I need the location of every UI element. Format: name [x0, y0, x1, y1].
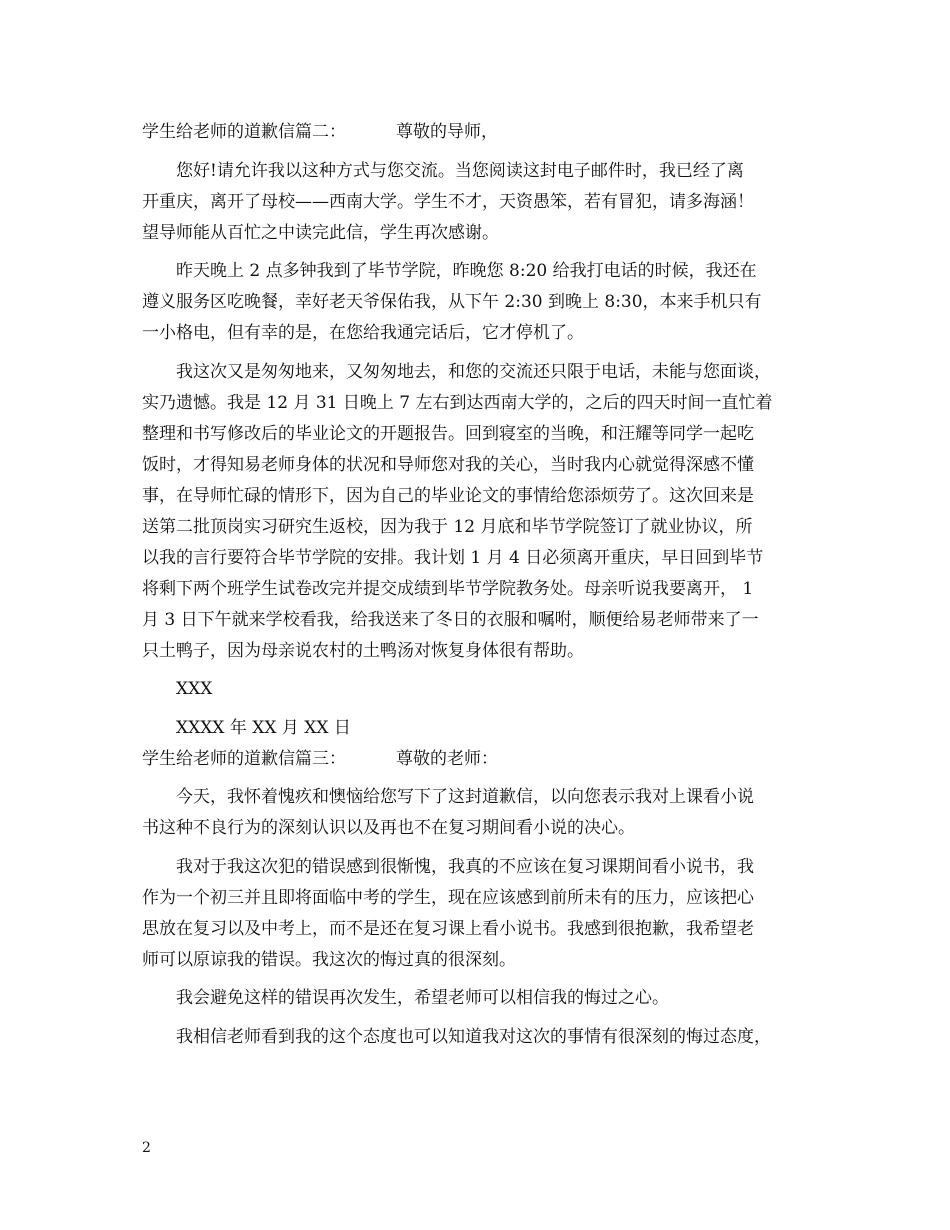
salutation: 尊敬的老师： — [396, 748, 498, 769]
text-line: 望导师能从百忙之中读完此信，学生再次感谢。 — [142, 222, 499, 243]
text-line: 实乃遗憾。我是 12 月 31 日晚上 7 左右到达西南大学的，之后的四天时间一直忙着 — [142, 392, 773, 413]
text-line: 昨天晚上 2 点多钟我到了毕节学院，昨晚您 8:20 给我打电话的时候，我还在 — [176, 261, 757, 281]
text-line: 事，在导师忙碌的情形下，因为自己的毕业论文的事情给您添烦劳了。这次回来是 — [142, 485, 754, 506]
text-line: 送第二批顶岗实习研究生返校，因为我于 12 月底和毕节学院签订了就业协议，所 — [142, 516, 753, 537]
text-line: 作为一个初三并且即将面临中考的学生，现在应该感到前所未有的压力，应该把心 — [142, 887, 754, 908]
text-line: 将剩下两个班学生试卷改完并提交成绩到毕节学院教务处。母亲听说我要离开， 1 — [142, 578, 754, 599]
text-line: 我会避免这样的错误再次发生，希望老师可以相信我的悔过之心。 — [176, 988, 669, 1008]
paragraph — [142, 256, 814, 349]
text-line: 以我的言行要符合毕节学院的安排。我计划 1 月 4 日必须离开重庆，早日回到毕节 — [142, 547, 764, 568]
text-line: 今天，我怀着愧疚和懊恼给您写下了这封道歉信，以向您表示我对上课看小说 — [176, 787, 754, 807]
text-line: 师可以原谅我的错误。我这次的悔过真的很深刻。 — [142, 949, 516, 970]
text-line: 我对于我这次犯的错误感到很惭愧，我真的不应该在复习课期间看小说书，我 — [176, 856, 754, 877]
section-title: 学生给老师的道歉信篇三： — [142, 748, 346, 769]
paragraph — [142, 983, 814, 1014]
section-title: 学生给老师的道歉信篇二： — [142, 122, 346, 142]
salutation: 尊敬的导师， — [396, 122, 498, 142]
text-line: 只土鸭子，因为母亲说农村的土鸭汤对恢复身体很有帮助。 — [142, 640, 584, 661]
text-line: 开重庆，离开了母校——西南大学。学生不才，天资愚笨，若有冒犯，请多海涵！ — [142, 191, 754, 212]
date: XXXX 年 XX 月 XX 日 — [176, 717, 351, 738]
text-line: 书这种不良行为的深刻认识以及再也不在复习期间看小说的决心。 — [142, 818, 635, 838]
text-line: 思放在复习以及中考上，而不是还在复习课上看小说书。我感到很抱歉，我希望老 — [142, 918, 754, 939]
paragraph — [142, 156, 814, 249]
page-number: 2 — [142, 1140, 151, 1156]
text-line: 整理和书写修改后的毕业论文的开题报告。回到寝室的当晚，和汪耀等同学一起吃 — [142, 423, 754, 444]
text-line: 月 3 日下午就来学校看我，给我送来了冬日的衣服和嘱咐，顺便给易老师带来了一 — [142, 609, 759, 630]
text-line: 饭时，才得知易老师身体的状况和导师您对我的关心，当时我内心就觉得深感不懂 — [142, 454, 754, 475]
paragraph — [142, 1022, 814, 1053]
text-line: 遵义服务区吃晚餐，幸好老天爷保佑我，从下午 2:30 到晚上 8:30，本来手机只有 — [142, 292, 762, 312]
document-body — [142, 117, 814, 1053]
paragraph — [142, 852, 814, 976]
text-line: 我相信老师看到我的这个态度也可以知道我对这次的事情有很深刻的悔过态度， — [176, 1026, 771, 1047]
section-heading-line — [142, 117, 814, 148]
section-heading-line — [142, 744, 814, 775]
signature: XXX — [176, 679, 213, 699]
paragraph — [142, 357, 814, 667]
text-line: 我这次又是匆匆地来，又匆匆地去，和您的交流还只限于电话，未能与您面谈， — [176, 361, 771, 382]
text-line: 一小格电，但有幸的是，在您给我通完话后，它才停机了。 — [142, 323, 584, 343]
text-line: 您好!请允许我以这种方式与您交流。当您阅读这封电子邮件时，我已经了离 — [176, 160, 744, 181]
paragraph — [142, 782, 814, 844]
